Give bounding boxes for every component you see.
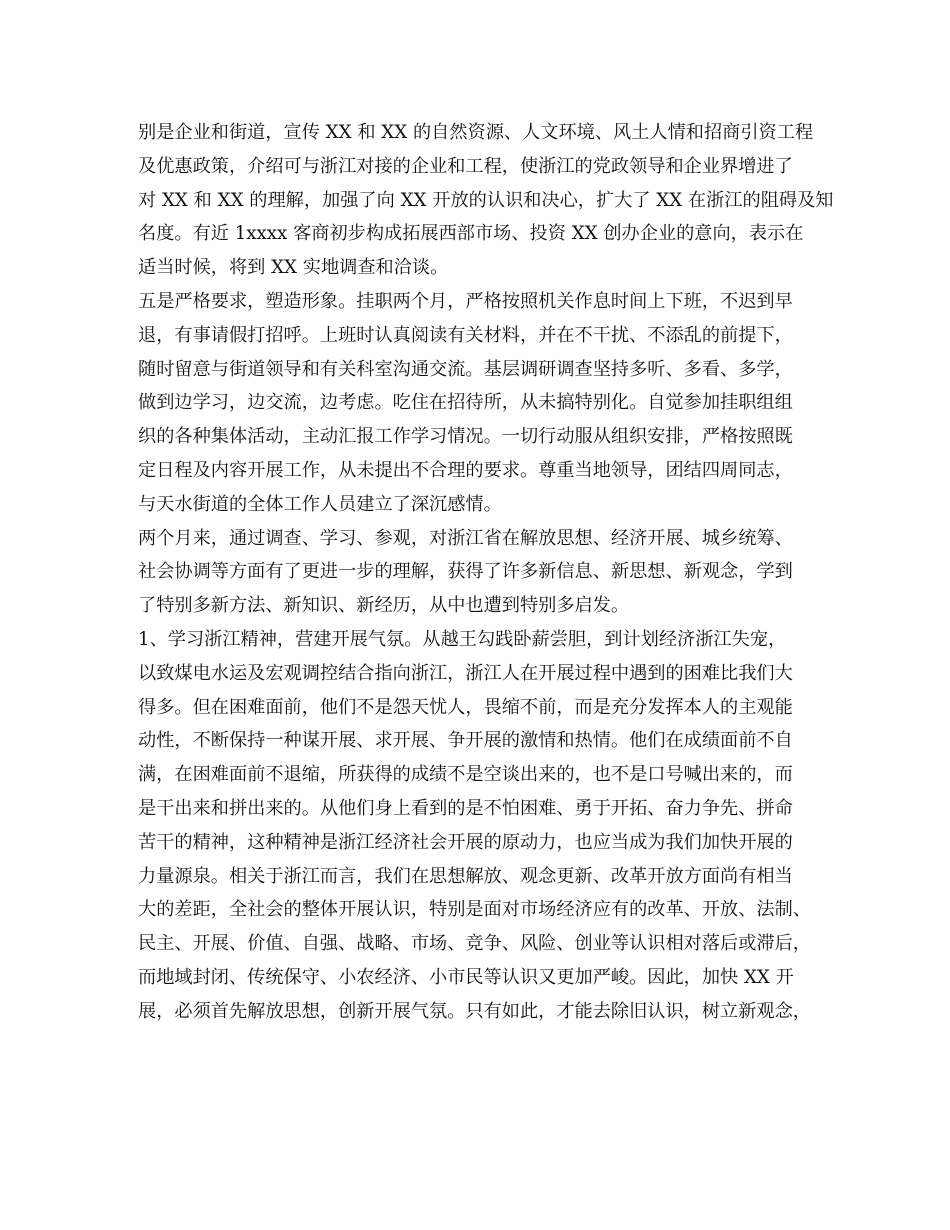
paragraph-promotion: [138, 116, 834, 285]
text-line: 是干出来和拼出来的。从他们身上看到的是不怕困难、勇于开拓、奋力争先、拼命: [138, 797, 793, 819]
text-line: 力量源泉。相关于浙江而言，我们在思想解放、观念更新、改革开放方面尚有相当: [138, 865, 793, 887]
text-line: 随时留意与街道领导和有关科室沟通交流。基层调研调查坚持多听、多看、多学，: [138, 358, 793, 380]
text-line: 1、学习浙江精神，营建开展气氛。从越王勾践卧薪尝胆，到计划经济浙江失宠，: [138, 628, 787, 650]
text-line: 及优惠政策，介绍可与浙江对接的企业和工程，使浙江的党政领导和企业界增进了: [138, 155, 793, 177]
text-line: 织的各种集体活动，主动汇报工作学习情况。一切行动服从组织安排，严格按照既: [138, 426, 793, 448]
text-line: 两个月来，通过调查、学习、参观，对浙江省在解放思想、经济开展、城乡统筹、: [138, 527, 793, 549]
text-line: 别是企业和街道，宣传 XX 和 XX 的自然资源、人文环境、风土人情和招商引资工程: [138, 122, 814, 143]
text-line: 社会协调等方面有了更进一步的理解，获得了许多新信息、新思想、新观念，学到: [138, 561, 793, 583]
text-line: 对 XX 和 XX 的理解，加强了向 XX 开放的认识和决心，扩大了 XX 在浙江的阻碍及知: [138, 189, 834, 211]
text-line: 民主、开展、价值、自强、战略、市场、竞争、风险、创业等认识相对落后或滞后，: [138, 933, 811, 955]
text-line: 满，在困难面前不退缩，所获得的成绩不是空谈出来的，也不是口号喊出来的，而: [138, 764, 793, 786]
text-line: 大的差距，全社会的整体开展认识，特别是面对市场经济应有的改革、开放、法制、: [138, 899, 811, 921]
paragraph-two-months-summary: [138, 522, 828, 623]
text-line: 动性，不断保持一种谋开展、求开展、争开展的激情和热情。他们在成绩面前不自: [138, 730, 793, 752]
text-line: 而地域封闭、传统保守、小农经济、小市民等认识又更加严峻。因此，加快 XX 开: [138, 966, 794, 988]
document-body: [138, 116, 834, 1029]
text-line: 做到边学习，边交流，边考虑。吃住在招待所，从未搞特别化。自觉参加挂职组组: [138, 392, 793, 414]
text-line: 定日程及内容开展工作，从未提出不合理的要求。尊重当地领导，团结四周同志，: [138, 459, 793, 481]
text-line: 展，必须首先解放思想，创新开展气氛。只有如此，才能去除旧认识，树立新观念，: [138, 1000, 811, 1022]
text-line: 退，有事请假打招呼。上班时认真阅读有关材料，并在不干扰、不添乱的前提下，: [138, 324, 793, 346]
paragraph-strict-requirements: [138, 285, 828, 522]
paragraph-zhejiang-spirit: [138, 623, 828, 1029]
text-line: 苦干的精神，这种精神是浙江经济社会开展的原动力，也应当成为我们加快开展的: [138, 831, 793, 853]
text-line: 以致煤电水运及宏观调控结合指向浙江，浙江人在开展过程中遇到的困难比我们大: [138, 662, 793, 684]
text-line: 了特别多新方法、新知识、新经历，从中也遭到特别多启发。: [138, 595, 630, 617]
text-line: 得多。但在困难面前，他们不是怨天忧人，畏缩不前，而是充分发挥本人的主观能: [138, 696, 793, 718]
text-line: 与天水街道的全体工作人员建立了深沉感情。: [138, 493, 502, 515]
text-line: 名度。有近 1xxxx 客商初步构成拓展西部市场、投资 XX 创办企业的意向，表示在: [138, 223, 804, 245]
text-line: 适当时候，将到 XX 实地调查和洽谈。: [138, 257, 449, 279]
text-line: 五是严格要求，塑造形象。挂职两个月，严格按照机关作息时间上下班，不迟到早: [138, 290, 793, 312]
